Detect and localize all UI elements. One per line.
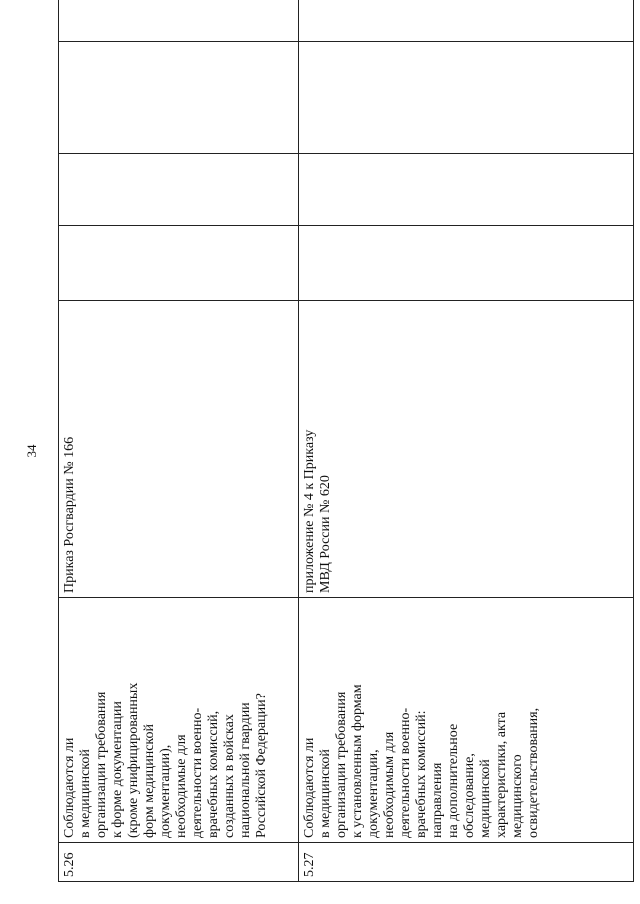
question-line: документации, bbox=[366, 749, 381, 838]
regulation-cell bbox=[299, 301, 634, 598]
question-line: Российской Федерации? bbox=[254, 693, 269, 838]
question-line: характеристики, акта bbox=[494, 711, 509, 838]
question-line: созданных в войсках bbox=[222, 714, 237, 838]
question-line: врачебных комиссий, bbox=[206, 710, 221, 838]
regulation-line: МВД России № 620 bbox=[318, 475, 333, 593]
question-line: необходимые для bbox=[174, 734, 189, 838]
question-line: организации требования bbox=[334, 691, 349, 838]
answer-na-cell bbox=[299, 42, 634, 154]
question-cell bbox=[59, 598, 299, 843]
table-row bbox=[59, 0, 299, 882]
row-number: 5.27 bbox=[299, 843, 634, 882]
question-line: Соблюдаются ли bbox=[302, 737, 317, 838]
question-line: организации требования bbox=[94, 691, 109, 838]
answer-no-cell bbox=[299, 154, 634, 226]
answer-no-cell bbox=[59, 154, 299, 226]
question-line: Соблюдаются ли bbox=[62, 737, 77, 838]
question-cell bbox=[299, 598, 634, 843]
question-line: (кроме унифицированных bbox=[126, 682, 141, 838]
regulation-line: приложение № 4 к Приказу bbox=[302, 429, 317, 593]
question-line: медицинской bbox=[478, 759, 493, 838]
question-line: деятельности военно- bbox=[398, 707, 413, 838]
question-line: документации), bbox=[158, 744, 173, 838]
checklist-table bbox=[58, 0, 634, 882]
page-number: 34 bbox=[24, 444, 39, 458]
question-line: к форме документации bbox=[110, 701, 125, 838]
question-line: национальной гвардии bbox=[238, 702, 253, 838]
question-line: к установленным формам bbox=[350, 684, 365, 838]
question-line: обследование, bbox=[462, 753, 477, 838]
question-line: медицинского bbox=[510, 754, 525, 838]
question-line: деятельности военно- bbox=[190, 707, 205, 838]
question-line: врачебных комиссий: bbox=[414, 710, 429, 838]
rotated-table-wrapper bbox=[58, 0, 633, 882]
regulation-cell bbox=[59, 301, 299, 598]
question-line: в медицинской bbox=[318, 749, 333, 838]
regulation-line: Приказ Росгвардии № 166 bbox=[62, 436, 77, 593]
note-cell bbox=[59, 0, 299, 42]
answer-yes-cell bbox=[59, 226, 299, 301]
question-line: направления bbox=[430, 762, 445, 838]
row-number: 5.26 bbox=[59, 843, 299, 882]
question-line: необходимым для bbox=[382, 731, 397, 838]
table-row bbox=[299, 0, 634, 882]
note-cell bbox=[299, 0, 634, 42]
question-line: в медицинской bbox=[78, 749, 93, 838]
answer-na-cell bbox=[59, 42, 299, 154]
question-line: форм медицинской bbox=[142, 724, 157, 838]
question-line: освидетельствования, bbox=[526, 707, 541, 838]
question-line: на дополнительное bbox=[446, 723, 461, 838]
answer-yes-cell bbox=[299, 226, 634, 301]
